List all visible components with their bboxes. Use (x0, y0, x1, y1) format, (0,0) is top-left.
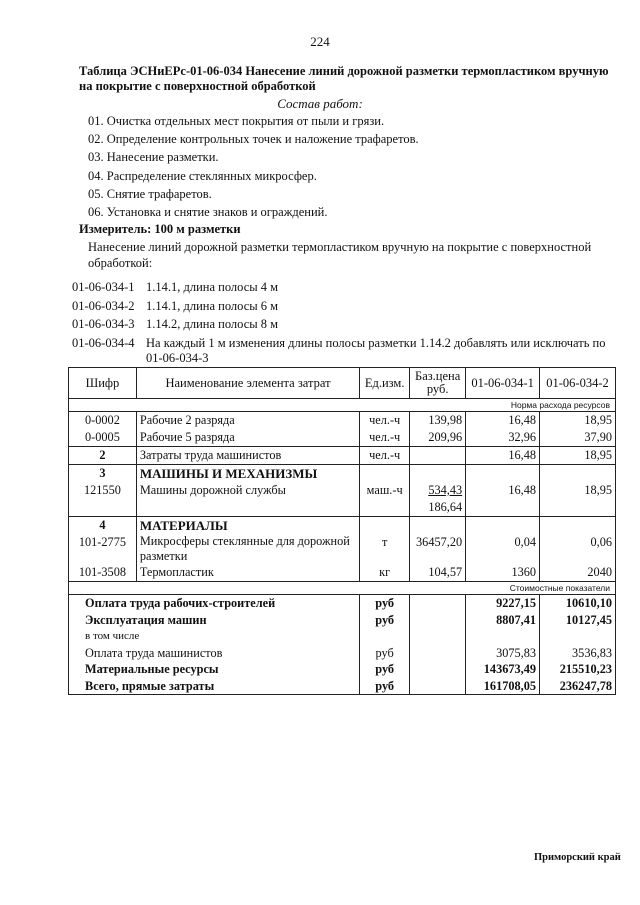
code-row (72, 278, 616, 297)
cell-empty (466, 517, 540, 535)
cell-empty (410, 595, 466, 612)
cell-v1: 16,48 (466, 447, 540, 465)
work-item: 03. Нанесение разметки. (88, 150, 219, 165)
code: 01-06-034-2 (72, 298, 135, 313)
cell-name: Микросферы стеклянные для дорожной разметки (136, 534, 359, 564)
cell-unit: т (360, 534, 410, 564)
summary-name: Оплата труда машинистов (69, 645, 360, 662)
norm-subheader (69, 399, 616, 412)
summary-unit: руб (360, 645, 410, 662)
cell-v1: 0,04 (466, 534, 540, 564)
summary-row (69, 645, 616, 662)
code-text: 1.14.1, длина полосы 6 м (146, 298, 279, 313)
work-item: 01. Очистка отдельных мест покрытия от пыли и грязи. (88, 114, 385, 128)
summary-name: Материальные ресурсы (69, 661, 360, 678)
col-header-v1: 01-06-034-1 (466, 368, 540, 399)
cell-empty (540, 465, 616, 483)
description: Нанесение линий дорожной разметки термопластиком вручную на покрытие с поверхностной обработкой: (88, 240, 592, 270)
col-header-name: Наименование элемента затрат (136, 368, 359, 399)
summary-row (69, 628, 616, 645)
col-header-unit: Ед.изм. (360, 368, 410, 399)
footer-region: Приморский край (534, 852, 621, 863)
table-title: Таблица ЭСНиЕРс-01-06-034 Нанесение линий дорожной разметки термопластиком вручную на покрытие с поверхностной обработкой (79, 64, 609, 93)
table-row (69, 412, 616, 430)
cost-label: Стоимостные показатели (69, 582, 616, 595)
section-title: МАШИНЫ И МЕХАНИЗМЫ (136, 465, 359, 483)
cell-unit: чел.-ч (360, 429, 410, 447)
cell-v1: 16,48 (466, 482, 540, 517)
summary-name: Оплата труда рабочих-строителей (69, 595, 360, 612)
summary-unit: руб (360, 612, 410, 629)
code: 01-06-034-3 (72, 317, 135, 332)
cell-v1: 32,96 (466, 429, 540, 447)
cell-code: 121550 (69, 482, 137, 517)
summary-v1: 161708,05 (466, 678, 540, 695)
table-row (69, 534, 616, 564)
code: 01-06-034-4 (72, 335, 135, 350)
summary-v2: 236247,78 (540, 678, 616, 695)
summary-v1: 143673,49 (466, 661, 540, 678)
summary-row (69, 661, 616, 678)
table-row (69, 564, 616, 582)
work-item: 05. Снятие трафаретов. (88, 186, 212, 201)
summary-v1: 3075,83 (466, 645, 540, 662)
cell-v2: 18,95 (540, 412, 616, 430)
summary-v2: 10127,45 (540, 612, 616, 629)
col-header-v2: 01-06-034-2 (540, 368, 616, 399)
table-row (69, 482, 616, 517)
cell-code: 2 (69, 447, 137, 465)
cell-empty (360, 517, 410, 535)
cell-empty (410, 612, 466, 629)
cell-empty (540, 517, 616, 535)
code: 01-06-034-1 (72, 280, 135, 294)
cell-name: Термопластик (136, 564, 359, 582)
cell-price: 139,98 (410, 412, 466, 430)
cell-empty (410, 678, 466, 695)
summary-row (69, 612, 616, 629)
composition-title: Состав работ: (277, 96, 363, 111)
cell-code: 0-0005 (69, 429, 137, 447)
cell-price (410, 447, 466, 465)
summary-v2: 3536,83 (540, 645, 616, 662)
summary-v1: 8807,41 (466, 612, 540, 629)
cell-v2: 18,95 (540, 447, 616, 465)
code-text: На каждый 1 м изменения длины полосы разметки 1.14.2 добавлять или исключать по 01-06-034-3 (146, 335, 606, 365)
cell-name: Машины дорожной службы (136, 482, 359, 517)
code-text: 1.14.1, длина полосы 4 м (146, 280, 279, 294)
cell-unit: маш.-ч (360, 482, 410, 517)
summary-row (69, 678, 616, 695)
work-list (88, 112, 419, 221)
summary-name: Эксплуатация машин (69, 612, 360, 629)
work-item: 04. Распределение стеклянных микросфер. (88, 168, 317, 183)
cell-v2: 37,90 (540, 429, 616, 447)
cell-code: 3 (69, 465, 137, 483)
cell-empty (410, 645, 466, 662)
meter-label: Измеритель: 100 м разметки (79, 222, 241, 236)
col-header-code: Шифр (69, 368, 137, 399)
summary-v2 (540, 628, 616, 645)
norm-label: Норма расхода ресурсов (69, 399, 616, 412)
cell-price: 36457,20 (410, 534, 466, 564)
price-primary: 534,43 (428, 483, 463, 497)
cell-name: Затраты труда машинистов (136, 447, 359, 465)
summary-v1: 9227,15 (466, 595, 540, 612)
table-header (69, 368, 616, 399)
summary-unit: руб (360, 661, 410, 678)
cell-v2: 0,06 (540, 534, 616, 564)
cell-price: 209,96 (410, 429, 466, 447)
cost-subheader (69, 582, 616, 595)
summary-v1 (466, 628, 540, 645)
cell-empty (360, 465, 410, 483)
col-header-price: Баз.цена руб. (410, 368, 466, 399)
table-row (69, 429, 616, 447)
cell-code: 4 (69, 517, 137, 535)
cell-code: 101-2775 (69, 534, 137, 564)
cell-name: Рабочие 2 разряда (136, 412, 359, 430)
cell-empty (410, 628, 466, 645)
price-secondary: 186,64 (428, 500, 463, 514)
cell-v1: 1360 (466, 564, 540, 582)
summary-v2: 10610,10 (540, 595, 616, 612)
cell-code: 101-3508 (69, 564, 137, 582)
table-row (69, 447, 616, 465)
section-title: МАТЕРИАЛЫ (136, 517, 359, 535)
cell-price (410, 482, 466, 517)
section-row (69, 465, 616, 483)
cell-name: Рабочие 5 разряда (136, 429, 359, 447)
summary-v2: 215510,23 (540, 661, 616, 678)
work-item: 02. Определение контрольных точек и наложение трафаретов. (88, 132, 419, 147)
summary-name: Всего, прямые затраты (69, 678, 360, 695)
code-list (72, 278, 616, 366)
page-number: 224 (310, 34, 330, 49)
summary-row (69, 595, 616, 612)
cell-empty (466, 465, 540, 483)
cell-v1: 16,48 (466, 412, 540, 430)
code-text: 1.14.2, длина полосы 8 м (146, 317, 279, 332)
code-row (72, 315, 616, 334)
summary-unit: руб (360, 595, 410, 612)
code-row (72, 297, 616, 316)
cell-price: 104,57 (410, 564, 466, 582)
cell-unit: чел.-ч (360, 412, 410, 430)
cell-code: 0-0002 (69, 412, 137, 430)
code-row (72, 334, 616, 366)
cell-empty (410, 517, 466, 535)
cell-empty (410, 465, 466, 483)
cell-unit: чел.-ч (360, 447, 410, 465)
cell-empty (410, 661, 466, 678)
summary-unit: руб (360, 678, 410, 695)
cell-unit: кг (360, 564, 410, 582)
resource-table (68, 367, 616, 695)
cell-v2: 18,95 (540, 482, 616, 517)
summary-unit (360, 628, 410, 645)
section-row (69, 517, 616, 535)
summary-name: в том числе (69, 628, 360, 645)
cell-v2: 2040 (540, 564, 616, 582)
work-item: 06. Установка и снятие знаков и ограждений. (88, 205, 328, 220)
